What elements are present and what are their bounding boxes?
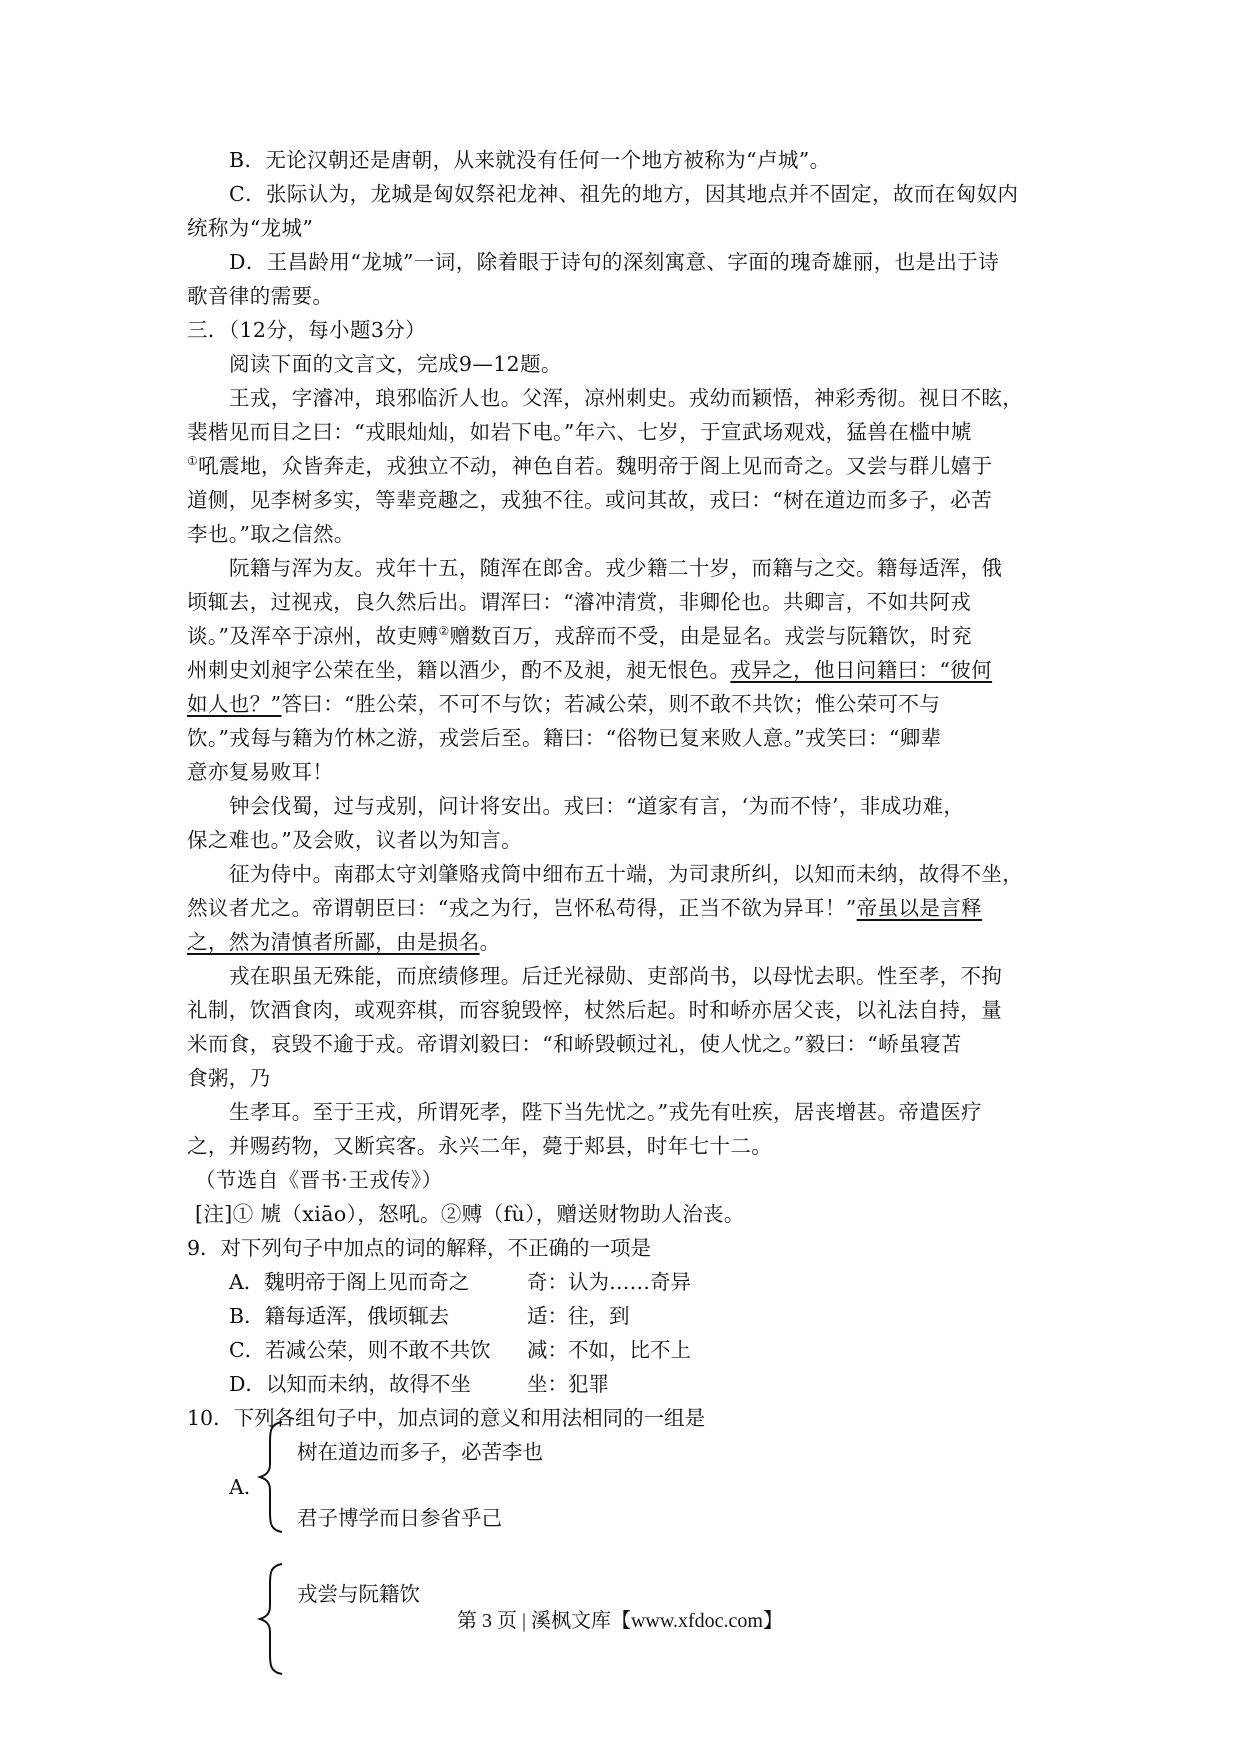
passage-line: 顷辄去，过视戎，良久然后出。谓浑曰：“濬冲清赏，非卿伦也。共卿言，不如共阿戎 bbox=[187, 590, 972, 614]
passage-line: 征为侍中。南郡太守刘肇赂戎筒中细布五十端，为司隶所纠，以知而未纳，故得不坐， bbox=[229, 862, 1024, 886]
section-heading bbox=[187, 313, 1057, 347]
question-9-stem: 9．对下列句子中加点的词的解释，不正确的一项是 bbox=[187, 1236, 652, 1260]
q10-b-line-1: 戎尝与阮籍饮 bbox=[297, 1582, 420, 1606]
footnote-text: [注]① 虓（xiāo），怒吼。②赙（fù），赠送财物助人治丧。 bbox=[195, 1202, 745, 1226]
passage-line: 道侧，见李树多实，等辈竞趣之，戎独不往。或问其故，戎曰：“树在道边而多子，必苦 bbox=[187, 488, 993, 512]
passage-text: 。 bbox=[479, 930, 501, 954]
q9-option-d-gloss: 坐：犯罪 bbox=[527, 1372, 609, 1396]
q9-option-b-gloss: 适：往，到 bbox=[527, 1304, 630, 1328]
option-text-line: 歌音律的需要。 bbox=[187, 284, 334, 308]
q10-a-line-1: 树在道边而多子，必苦李也 bbox=[297, 1440, 543, 1464]
left-brace-icon bbox=[256, 1418, 290, 1536]
passage-line: 食粥，乃 bbox=[187, 1066, 271, 1090]
option-d-prev bbox=[187, 245, 1057, 279]
passage-line bbox=[187, 449, 1057, 483]
passage-text: 州刺史刘昶字公荣在坐，籍以酒少，酌不及昶，昶无恨色。 bbox=[187, 658, 731, 682]
question-10-stem: 10．下列各组句子中，加点词的意义和用法相同的一组是 bbox=[187, 1406, 706, 1430]
underlined-text: 帝虽以是言释 bbox=[856, 896, 983, 920]
option-d-prev-cont bbox=[187, 279, 1057, 313]
option-text-line: 统称为“龙城” bbox=[187, 216, 314, 240]
option-text-line: D．王昌龄用“龙城”一词，除着眼于诗句的深刻寓意、字面的瑰奇雄丽，也是出于诗 bbox=[229, 250, 1000, 274]
section-heading-text: 三．（12分，每小题3分） bbox=[187, 318, 427, 342]
passage-line bbox=[187, 619, 1057, 653]
option-c-prev-cont bbox=[187, 211, 1057, 245]
passage-line: 戎在职虽无殊能，而庶绩修理。后迁光禄勋、吏部尚书，以母忧去职。性至孝，不拘 bbox=[229, 964, 1003, 988]
passage-line: 阮籍与浑为友。戎年十五，随浑在郎舍。戎少籍二十岁，而籍与之交。籍每适浑，俄 bbox=[229, 556, 1003, 580]
page-footer: 第 3 页 | 溪枫文库【www.xfdoc.com】 bbox=[456, 1610, 783, 1632]
passage-paragraph-3 bbox=[187, 789, 1057, 857]
passage-line bbox=[187, 687, 1057, 721]
passage-line: 保之难也。”及会败，议者以为知言。 bbox=[187, 828, 523, 852]
option-text-line: C．张际认为，龙城是匈奴祭祀龙神、祖先的地方，因其地点并不固定，故而在匈奴内 bbox=[229, 182, 1019, 206]
q9-option-c-gloss: 减：不如，比不上 bbox=[527, 1338, 691, 1362]
passage-line: 裴楷见而目之曰：“戎眼灿灿，如岩下电。”年六、七岁，于宣武场观戏，猛兽在槛中虓 bbox=[187, 420, 972, 444]
passage-line: 之，并赐药物，又断宾客。永兴二年，薨于郏县，时年七十二。 bbox=[187, 1134, 773, 1158]
passage-line: 饮。”戎每与籍为竹林之游，戎尝后至。籍曰：“俗物已复来败人意。”戎笑曰：“卿辈 bbox=[187, 726, 942, 750]
q9-option-d-sentence: D．以知而未纳，故得不坐 bbox=[229, 1372, 471, 1396]
passage-line bbox=[187, 925, 1057, 959]
q10-a-line-2: 君子博学而日参省乎己 bbox=[297, 1506, 502, 1530]
passage-text: 答曰：“胜公荣，不可不与饮；若减公荣，则不敢不共饮；惟公荣可不与 bbox=[281, 692, 941, 716]
q9-option-a-gloss: 奇：认为……奇异 bbox=[527, 1270, 691, 1294]
section-instruction bbox=[187, 347, 1057, 381]
underlined-text: 如人也？” bbox=[187, 692, 282, 716]
passage-line: 李也。”取之信然。 bbox=[187, 522, 355, 546]
passage-line bbox=[187, 653, 1057, 687]
footnote-marker: ② bbox=[438, 624, 450, 638]
instruction-text: 阅读下面的文言文，完成9—12题。 bbox=[229, 352, 562, 376]
underlined-text: 戎异之，他日问籍曰：“彼何 bbox=[730, 658, 993, 682]
passage-text: 谈。”及浑卒于凉州，故吏赙 bbox=[187, 624, 439, 648]
footnote-marker: ① bbox=[187, 454, 199, 468]
passage-text: 然议者尤之。帝谓朝臣曰：“戎之为行，岂怀私苟得，正当不欲为异耳！” bbox=[187, 896, 857, 920]
passage-line bbox=[187, 891, 1057, 925]
passage-line: 礼制，饮酒食肉，或观弈棋，而容貌毁悴，杖然后起。时和峤亦居父丧，以礼法自持，量 bbox=[187, 998, 1003, 1022]
passage-line: 王戎，字濬冲，琅邪临沂人也。父浑，凉州刺史。戎幼而颖悟，神彩秀彻。视日不眩， bbox=[229, 386, 1024, 410]
passage-paragraph-2 bbox=[187, 551, 1057, 789]
passage-line: 钟会伐蜀，过与戎别，问计将安出。戎曰：“道家有言，‘为而不恃’，非成功难， bbox=[229, 794, 965, 818]
passage-text: 赠数百万，戎辞而不受，由是显名。戎尝与阮籍饮，时兖 bbox=[449, 624, 973, 648]
passage-paragraph-1 bbox=[187, 381, 1057, 551]
q9-option-c-sentence: C．若减公荣，则不敢不共饮 bbox=[229, 1338, 491, 1362]
passage-paragraph-6 bbox=[187, 1095, 1057, 1163]
passage-line: 意亦复易败耳！ bbox=[187, 760, 334, 784]
source-text: （节选自《晋书·王戎传》） bbox=[195, 1168, 443, 1192]
q9-option-b-sentence: B．籍每适浑，俄顷辄去 bbox=[229, 1304, 450, 1328]
footnote bbox=[195, 1197, 1065, 1231]
passage-line: 米而食，哀毁不逾于戎。帝谓刘毅曰：“和峤毁顿过礼，使人忧之。”毅曰：“峤虽寝苫 bbox=[187, 1032, 962, 1056]
q10-a-label: A. bbox=[229, 1475, 251, 1499]
q9-option-a-sentence: A．魏明帝于阁上见而奇之 bbox=[229, 1270, 470, 1294]
underlined-text: 之，然为清慎者所鄙，由是损名 bbox=[187, 930, 480, 954]
passage-text: 吼震地，众皆奔走，戎独立不动，神色自若。魏明帝于阁上见而奇之。又尝与群儿嬉于 bbox=[198, 454, 993, 478]
passage-paragraph-4 bbox=[187, 857, 1057, 959]
passage-line: 生孝耳。至于王戎，所谓死孝，陛下当先忧之。”戎先有吐疾，居丧增甚。帝遣医疗 bbox=[229, 1100, 983, 1124]
option-text: B．无论汉朝还是唐朝，从来就没有任何一个地方被称为“卢城”。 bbox=[229, 148, 831, 172]
option-b-prev bbox=[187, 143, 1057, 177]
passage-paragraph-5 bbox=[187, 959, 1057, 1095]
option-c-prev bbox=[187, 177, 1057, 211]
source-citation bbox=[195, 1163, 1065, 1197]
